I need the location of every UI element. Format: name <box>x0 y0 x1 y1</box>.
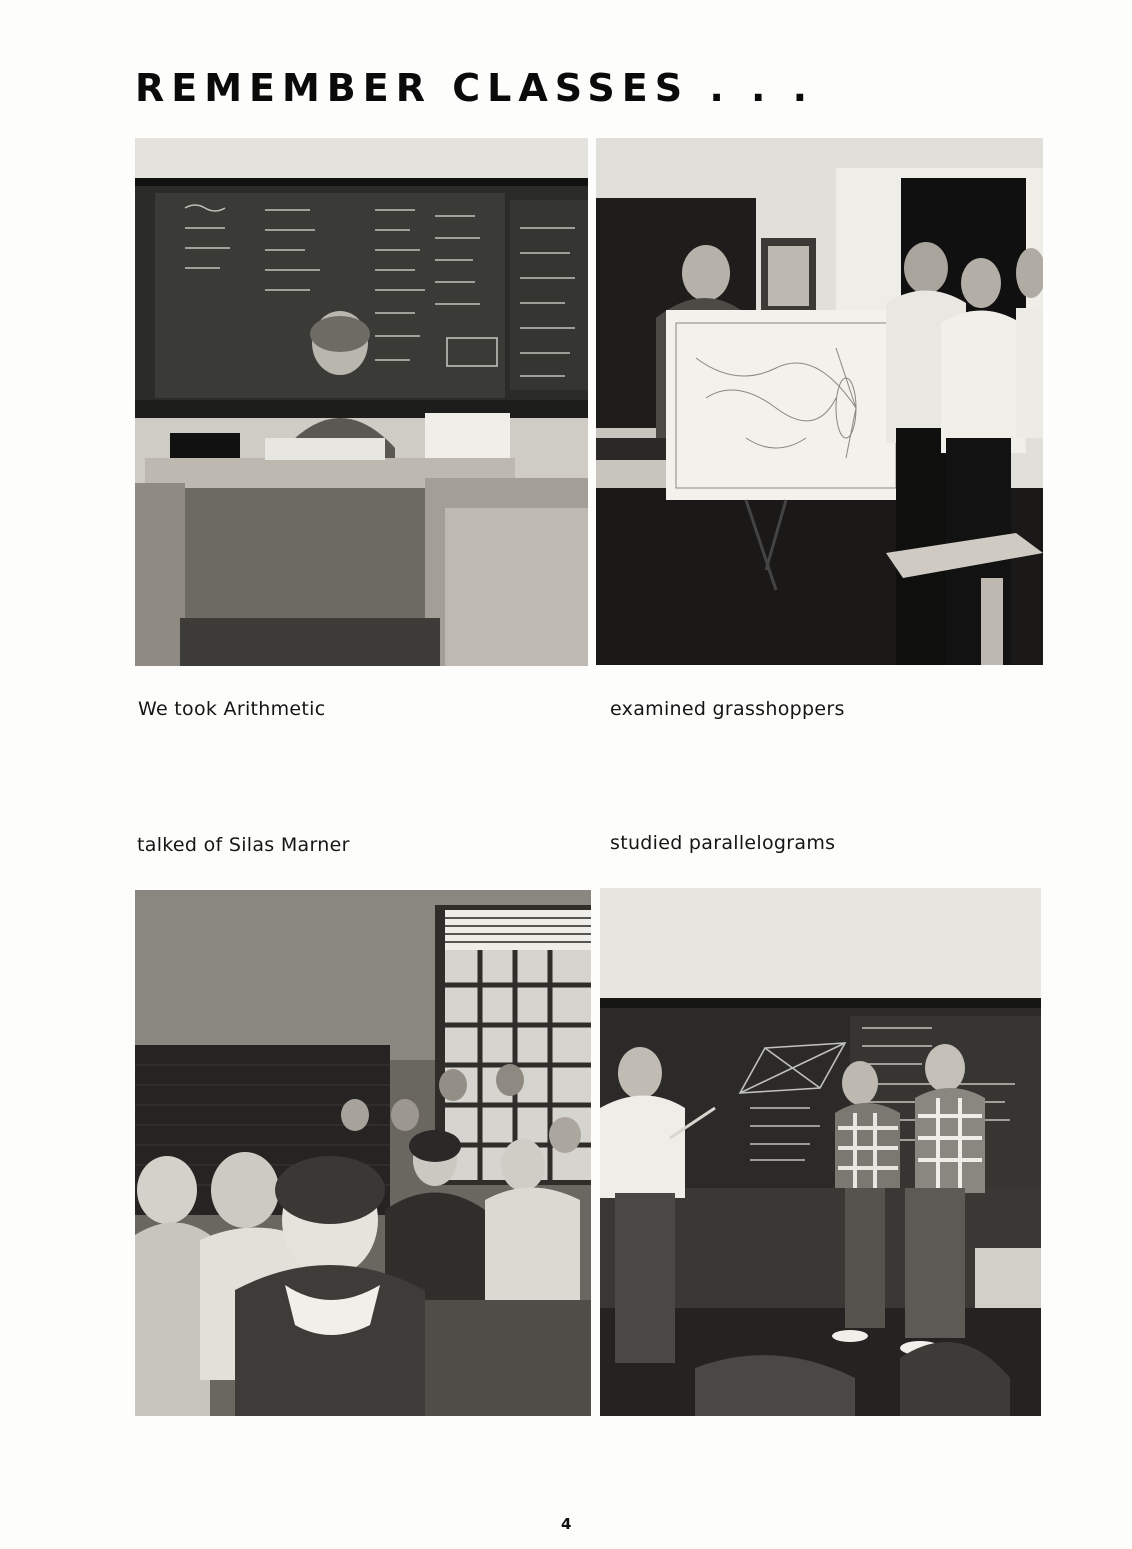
arithmetic-photo <box>135 138 588 666</box>
page-title: REMEMBER CLASSES . . . <box>135 66 815 110</box>
grasshoppers-photo <box>596 138 1043 665</box>
caption-parallelograms: studied parallelograms <box>610 832 836 854</box>
caption-silas-marner: talked of Silas Marner <box>137 834 350 856</box>
silas-marner-photo <box>135 890 591 1416</box>
page-number: 4 <box>561 1515 572 1533</box>
caption-arithmetic: We took Arithmetic <box>138 698 326 720</box>
caption-grasshoppers: examined grasshoppers <box>610 698 845 720</box>
parallelograms-photo <box>600 888 1041 1416</box>
